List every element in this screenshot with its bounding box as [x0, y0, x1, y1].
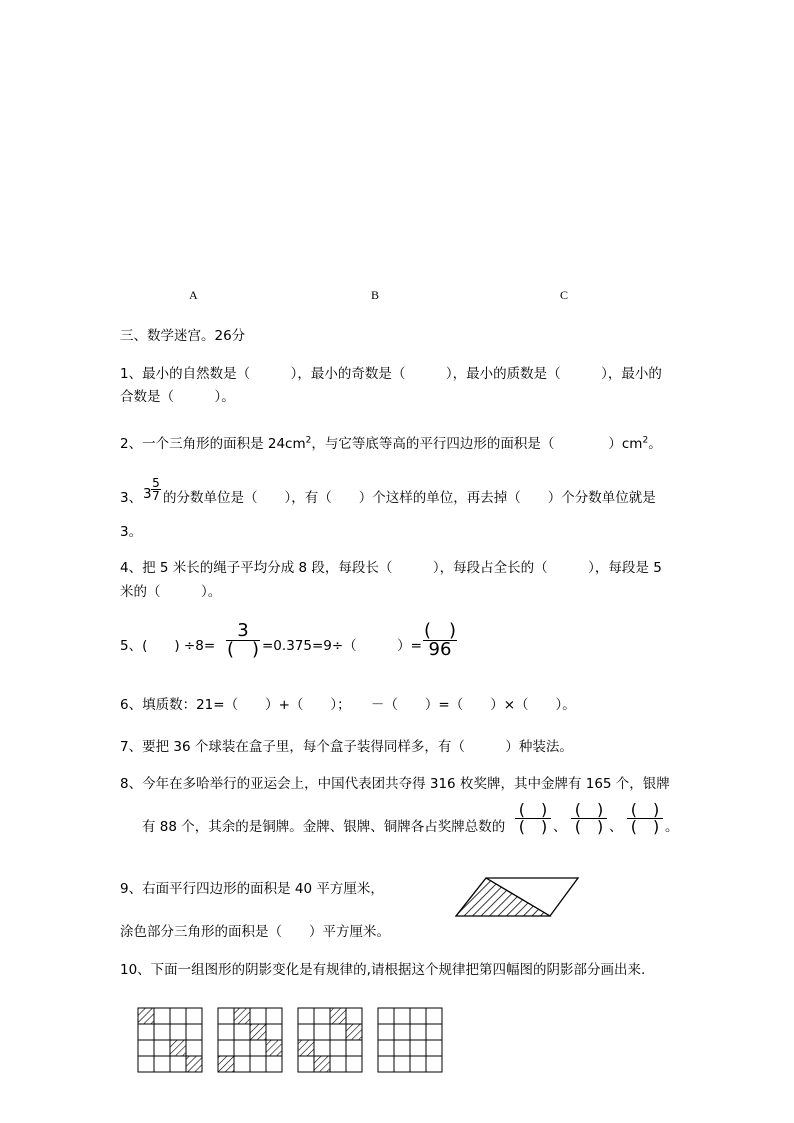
question-5-part-1: 5、( ) ÷8= [120, 638, 216, 654]
question-1-line-1: 1、最小的自然数是（ ），最小的奇数是（ ），最小的质数是（ ），最小的 [120, 366, 662, 382]
question-3-whole: 3 [143, 486, 152, 502]
question-7: 7、要把 36 个球装在盒子里，每个盒子装得同样多，有（ ）种装法。 [120, 739, 573, 755]
question-10: 10、下面一组图形的阴影变化是有规律的,请根据这个规律把第四幅图的阴影部分画出来. [120, 962, 646, 978]
grid-1 [138, 1008, 202, 1072]
question-4-line-2: 米的（ ）。 [120, 584, 222, 600]
question-8-sep-1: 、 [553, 819, 567, 835]
question-6: 6、填质数：21=（ ）+（ ）； －（ ）=（ ）×（ ）。 [120, 697, 576, 713]
question-8-line-1: 8、今年在多哈举行的亚运会上，中国代表团共夺得 316 枚奖牌，其中金牌有 165 个，银牌 [120, 776, 670, 792]
grid-4-blank[interactable] [378, 1008, 442, 1072]
question-8-end: 。 [665, 819, 679, 835]
question-8-fraction-1: ( ) ( ) [515, 802, 551, 835]
section-title: 三、数学迷宫。26分 [120, 328, 246, 344]
question-8-fraction-3: ( ) ( ) [627, 802, 663, 835]
question-3-line-2: 3。 [120, 524, 143, 540]
grid-3 [298, 1008, 362, 1072]
figure-label-b: B [371, 288, 380, 302]
question-3-fraction [151, 477, 161, 502]
figure-label-a: A [189, 288, 198, 302]
question-3-prefix: 3、 [120, 490, 143, 506]
pattern-grids [130, 1000, 450, 1080]
question-8-sep-2: 、 [609, 819, 623, 835]
fraction-denominator: 7 [152, 489, 160, 503]
question-9-line-1: 9、右面平行四边形的面积是 40 平方厘米， [120, 881, 384, 897]
parallelogram-figure [450, 870, 586, 922]
question-5-fraction-2: ( ) 96 [423, 620, 457, 660]
question-9-line-2: 涂色部分三角形的面积是（ ）平方厘米。 [120, 924, 390, 940]
figure-label-c: C [560, 288, 569, 302]
question-1-line-2: 合数是（ ）。 [120, 389, 235, 405]
question-3-text: 的分数单位是（ ），有（ ）个这样的单位，再去掉（ ）个分数单位就是 [163, 490, 656, 506]
grid-2 [218, 1008, 282, 1072]
question-5-fraction-1: 3 ( ) [226, 620, 260, 660]
fraction-numerator: 5 [152, 476, 160, 490]
question-8-line-2: 有 88 个，其余的是铜牌。金牌、银牌、铜牌各占奖牌总数的 [142, 819, 506, 835]
question-5-part-2: =0.375=9÷（ ）= [262, 638, 422, 654]
question-4-line-1: 4、把 5 米长的绳子平均分成 8 段，每段长（ ），每段占全长的（ ），每段是 5 [120, 560, 662, 576]
shaded-triangle [456, 878, 550, 916]
question-8-fraction-2: ( ) ( ) [571, 802, 607, 835]
question-2: 2、一个三角形的面积是 $24cm^2$，与它等底等高的平行四边形的面积是（ ）$cm^2$。 [120, 435, 662, 452]
